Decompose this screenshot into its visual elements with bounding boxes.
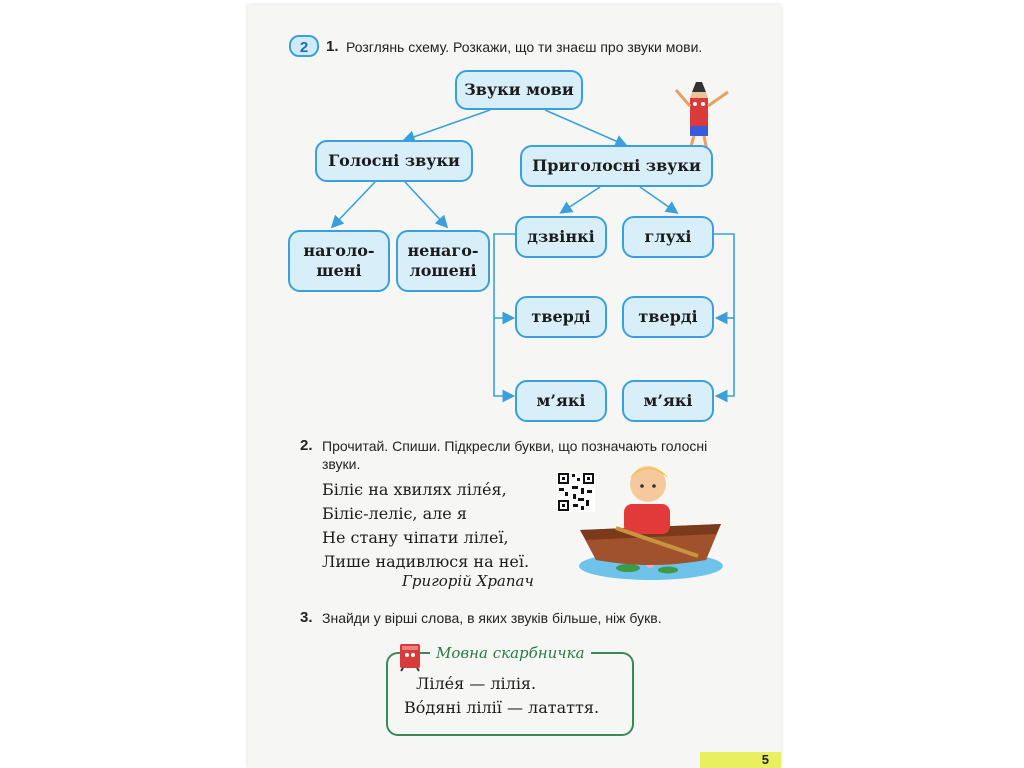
poem-author: Григорій Храпач	[402, 572, 534, 590]
poem-line: Лише надивлюся на неї.	[322, 552, 530, 571]
node-voiced: дзвінкі	[515, 216, 607, 258]
node-vowels: Голосні звуки	[315, 140, 473, 182]
node-unstressed-line1: ненаго-	[407, 241, 479, 260]
exercise-badge: 2	[289, 35, 319, 57]
poem-line: Не стану чіпати лілеї,	[322, 528, 509, 547]
vocabulary-line: Вóдяні лілії — латаття.	[404, 698, 600, 717]
node-stressed-line2: шені	[316, 261, 362, 280]
task1-number: 1.	[326, 38, 339, 55]
node-speech-sounds: Звуки мови	[455, 70, 583, 110]
vocabulary-line: Лілéя — лілія.	[416, 674, 537, 693]
node-hard-left: тверді	[515, 296, 607, 338]
node-stressed-line1: наголо-	[303, 241, 375, 260]
node-stressed	[288, 230, 390, 292]
node-unstressed-line2: лошені	[409, 261, 477, 280]
task2-text-line1: Прочитай. Спиши. Підкресли букви, що позначають голосні	[322, 438, 708, 454]
task1-text: Розглянь схему. Розкажи, що ти знаєш про звуки мови.	[346, 39, 703, 55]
poem-line: Біліє-леліє, але я	[322, 504, 467, 523]
node-soft-left: м’які	[515, 380, 607, 422]
task2-text-line2: звуки.	[322, 456, 361, 472]
poem	[322, 478, 529, 574]
node-hard-right: тверді	[622, 296, 714, 338]
task3-number: 3.	[300, 609, 313, 626]
task2-number: 2.	[300, 437, 313, 454]
vocabulary-box	[386, 652, 634, 736]
node-voiceless: глухі	[622, 216, 714, 258]
node-unstressed	[396, 230, 490, 292]
book-mascot-icon	[397, 642, 423, 672]
node-soft-right: м’які	[622, 380, 714, 422]
page-number-bar	[700, 752, 781, 768]
node-consonants: Приголосні звуки	[520, 145, 713, 187]
task3-text: Знайди у вірші слова, в яких звуків більше, ніж букв.	[322, 610, 662, 626]
page-number: 5	[761, 752, 769, 767]
vocabulary-box-title: Мовна скарбничка	[430, 644, 591, 662]
poem-line: Біліє на хвилях лілéя,	[322, 480, 507, 499]
boy-in-boat-illustration	[576, 458, 726, 583]
